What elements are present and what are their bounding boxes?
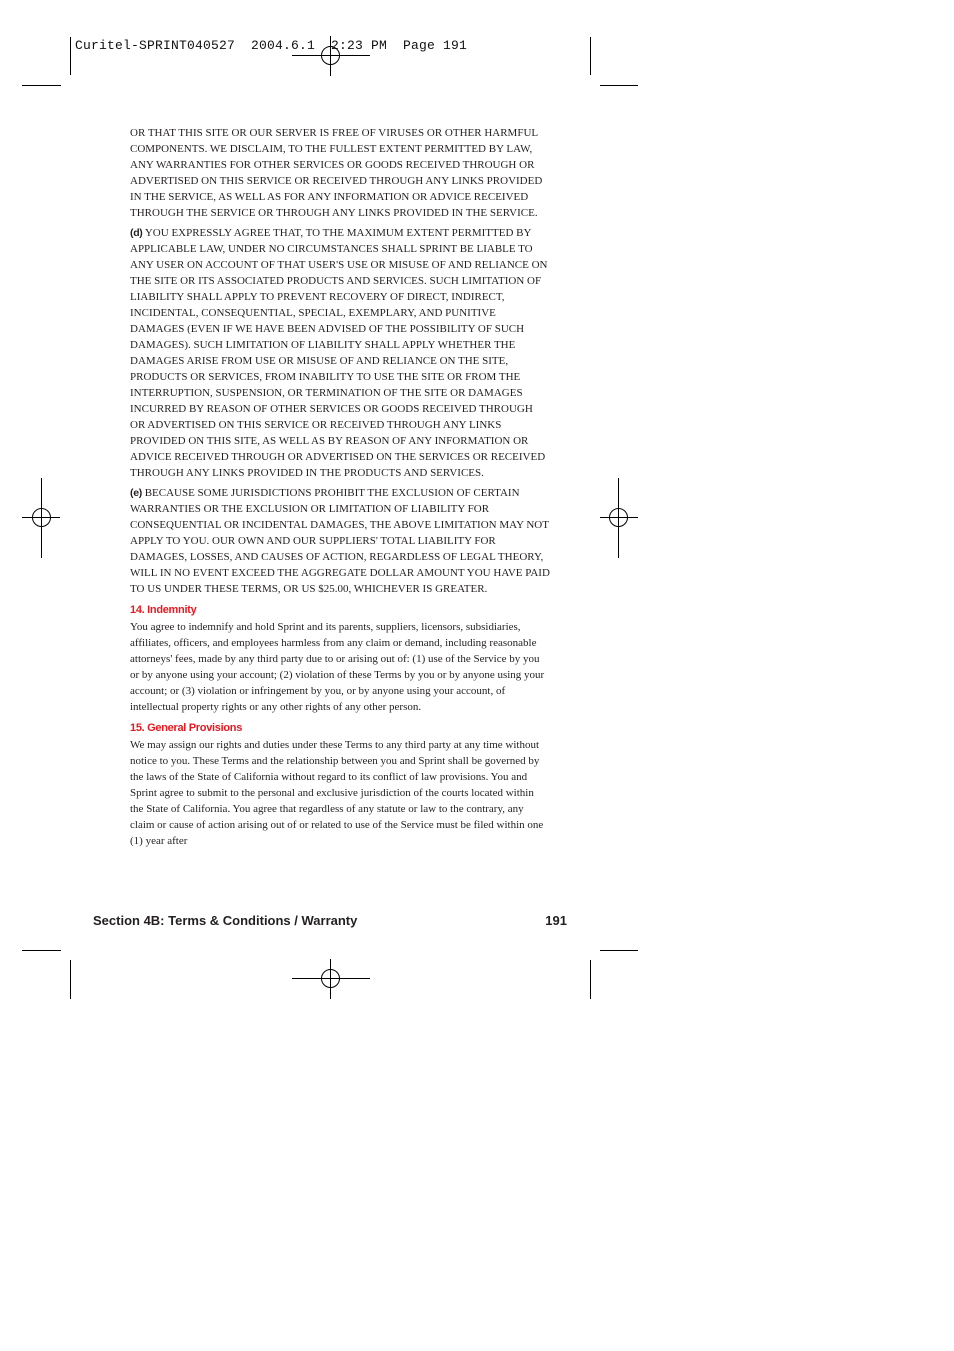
registration-mark-icon — [291, 959, 371, 999]
crop-mark — [22, 85, 61, 86]
registration-mark-icon — [599, 478, 639, 558]
paragraph-label: (e) — [130, 487, 142, 500]
registration-mark-icon — [291, 36, 371, 76]
disclaimer-paragraph — [130, 125, 550, 221]
page-number: 191 — [545, 913, 567, 928]
crop-mark — [590, 960, 591, 999]
general-provisions-paragraph: We may assign our rights and duties under these Terms to any third party at any time without notice to you. These Terms and the relationship between you and Sprint shall be governed by the laws of the State of California without regard to its conflict of law provisions. You and Sprint agree to submit to the personal and exclusive jurisdiction of the courts located within the State of California. You agree that regardless of any statute or law to the contrary, any claim or cause of action arising out of or related to use of the Service must be filed within one (1) year after — [130, 739, 544, 848]
section-heading-general-provisions: 15. General Provisions — [130, 722, 243, 735]
print-slug: Curitel-SPRINT040527 2004.6.1 2:23 PM Page 191 — [75, 38, 468, 53]
terms-body — [130, 125, 550, 854]
paragraph-label: (d) — [130, 227, 143, 240]
crop-mark — [590, 37, 591, 75]
paragraph-text: OR THAT THIS SITE OR OUR SERVER IS FREE OF VIRUSES OR OTHER HARMFUL COMPONENTS. WE DISCLAIM, TO THE FULLEST EXTENT PERMITTED BY LAW, ANY WARRANTIES FOR OTHER SERVICES OR GOODS RECEIVED THROUGH OR ADVERTISED ON THIS SERVICE OR RECEIVED THROUGH ANY LINKS PROVIDED IN THE SERVICE, AS WELL AS FOR ANY INFORMATION OR ADVICE RECEIVED THROUGH THE SERVICE OR THROUGH ANY LINKS PROVIDED IN THE SERVICE. — [130, 127, 543, 219]
paragraph-text: YOU EXPRESSLY AGREE THAT, TO THE MAXIMUM EXTENT PERMITTED BY APPLICABLE LAW, UNDER NO CIRCUMSTANCES SHALL SPRINT BE LIABLE TO ANY USER ON ACCOUNT OF THAT USER'S USE OR MISUSE OF AND RELIANCE ON THE SITE OR ITS ASSOCIATED PRODUCTS AND SERVICES. SUCH LIMITATION OF LIABILITY SHALL APPLY TO PREVENT RECOVERY OF DIRECT, INDIRECT, INCIDENTAL, CONSEQUENTIAL, SPECIAL, EXEMPLARY, AND PUNITIVE DAMAGES (EVEN IF WE HAVE BEEN ADVISED OF THE POSSIBILITY OF SUCH DAMAGES). SUCH LIMITATION OF LIABILITY SHALL APPLY WHETHER THE DAMAGES ARISE FROM USE OR MISUSE OF AND RELIANCE ON THE SITE, PRODUCTS OR SERVICES, FROM INABILITY TO USE THE SITE OR FROM THE INTERRUPTION, SUSPENSION, OR TERMINATION OF THE SITE OR DAMAGES INCURRED BY REASON OF OTHER SERVICES OR GOODS RECEIVED THROUGH OR ADVERTISED ON THIS SERVICE OR RECEIVED THROUGH ANY LINKS PROVIDED ON THIS SITE, AS WELL AS BY REASON OF ANY INFORMATION OR ADVICE RECEIVED THROUGH OR ADVERTISED ON THE SERVICES OR RECEIVED THROUGH ANY LINKS PROVIDED IN THE PRODUCTS AND SERVICES. — [130, 227, 548, 480]
registration-mark-icon — [21, 478, 61, 558]
crop-mark — [600, 85, 638, 86]
crop-mark — [70, 960, 71, 999]
footer-section-title: Section 4B: Terms & Conditions / Warranty — [93, 913, 358, 928]
liability-paragraph-e — [130, 485, 550, 597]
paragraph-text: BECAUSE SOME JURISDICTIONS PROHIBIT THE EXCLUSION OF CERTAIN WARRANTIES OR THE EXCLUSION OR LIMITATION OF LIABILITY FOR CONSEQUENTIAL OR INCIDENTAL DAMAGES, THE ABOVE LIMITATION MAY NOT APPLY TO YOU. OUR OWN AND OUR SUPPLIERS' TOTAL LIABILITY FOR DAMAGES, LOSSES, AND CAUSES OF ACTION, REGARDLESS OF LEGAL THEORY, WILL IN NO EVENT EXCEED THE AGGREGATE DOLLAR AMOUNT YOU HAVE PAID TO US UNDER THESE TERMS, OR US $25.00, WHICHEVER IS GREATER. — [130, 487, 550, 596]
crop-mark — [70, 37, 71, 75]
liability-paragraph-d — [130, 225, 550, 481]
indemnity-paragraph: You agree to indemnify and hold Sprint and its parents, suppliers, licensors, subsidiaries, affiliates, officers, and employees harmless from any claim or demand, including reasonable attorneys' fees, made by any third party due to or arising out of: (1) use of the Service by you or by anyone using your account; (2) violation of these Terms by you or by anyone using your account; or (3) violation or infringement by you, or by anyone using your account, of intellectual property rights or any other rights of any other person. — [130, 621, 545, 714]
crop-mark — [600, 950, 638, 951]
crop-mark — [22, 950, 61, 951]
page-footer — [93, 913, 567, 928]
section-heading-indemnity: 14. Indemnity — [130, 604, 197, 617]
